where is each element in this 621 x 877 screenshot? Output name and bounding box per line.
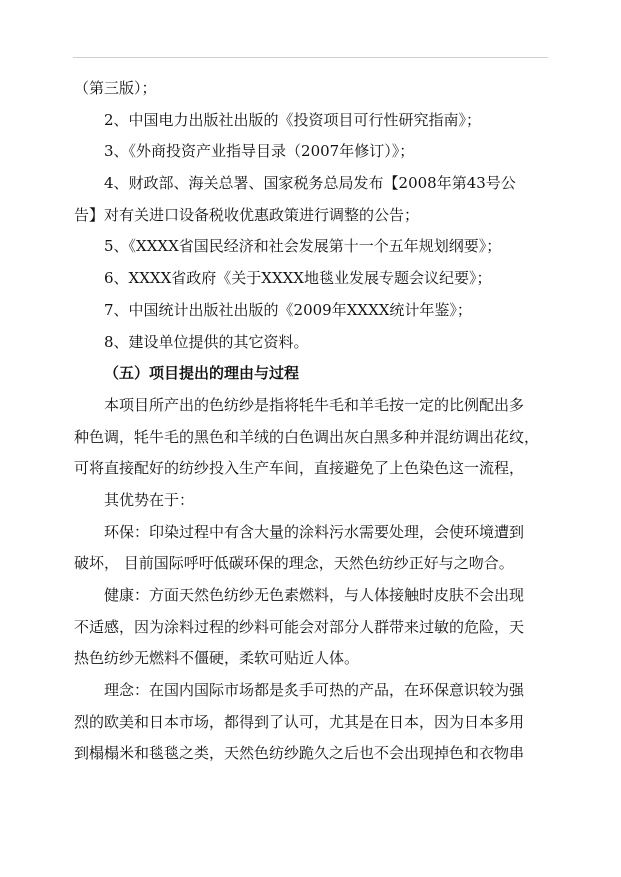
paragraph-line: 不适感，因为涂料过程的纱料可能会对部分人群带来过敏的危险，天 <box>74 617 525 636</box>
paragraph-line: 破坏， 目前国际呼吁低碳环保的理念，天然色纺纱正好与之吻合。 <box>74 554 514 573</box>
header-rule <box>73 57 548 58</box>
paragraph-line: 理念：在国内国际市场都是炙手可热的产品，在环保意识较为强 <box>104 681 525 700</box>
paragraph-line: 到榻榻米和毯毯之类，天然色纺纱跪久之后也不会出现掉色和衣物串 <box>74 744 525 763</box>
reference-item-1-tail: （第三版）； <box>74 79 157 97</box>
paragraph-line: 本项目所产出的色纺纱是指将牦牛毛和羊毛按一定的比例配出多 <box>104 395 525 414</box>
paragraph-line: 烈的欧美和日本市场，都得到了认可，尤其是在日本，因为日本多用 <box>74 712 525 731</box>
page-content <box>74 73 548 770</box>
reference-item-6: 6、XXXX省政府《关于XXXX地毯业发展专题会议纪要》； <box>104 269 492 288</box>
section-heading: （五）项目提出的理由与过程 <box>104 364 300 383</box>
paragraph-line: 种色调，牦牛毛的黑色和羊绒的白色调出灰白黑多种并混纺调出花纹， <box>74 427 540 446</box>
reference-item-4-line-1: 4、财政部、海关总署、国家税务总局发布【2008年第43号公 <box>104 174 516 193</box>
paragraph-line: 健康：方面天然色纺纱无色素燃料，与人体接触时皮肤不会出现 <box>104 586 525 604</box>
paragraph-line: 可将直接配好的纺纱投入生产车间，直接避免了上色染色这一流程， <box>74 459 525 478</box>
paragraph-line: 环保：印染过程中有含大量的涂料污水需要处理，会使环境遭到 <box>104 522 525 541</box>
reference-item-2: 2、中国电力出版社出版的《投资项目可行性研究指南》； <box>104 110 482 129</box>
reference-item-5: 5、《XXXX省国民经济和社会发展第十一个五年规划纲要》； <box>104 237 502 256</box>
reference-item-4-line-2: 告】对有关进口设备税收优惠政策进行调整的公告； <box>74 205 420 224</box>
reference-item-8: 8、建设单位提供的其它资料。 <box>104 332 309 351</box>
paragraph-line: 热色纺纱无燃料不僵硬，柔软可贴近人体。 <box>74 649 360 668</box>
reference-item-7: 7、中国统计出版社出版的《2009年XXXX统计年鉴》； <box>104 300 472 319</box>
advantages-label: 其优势在于： <box>104 490 195 509</box>
reference-item-3: 3、《外商投资产业指导目录（2007年修订）》； <box>104 142 415 161</box>
